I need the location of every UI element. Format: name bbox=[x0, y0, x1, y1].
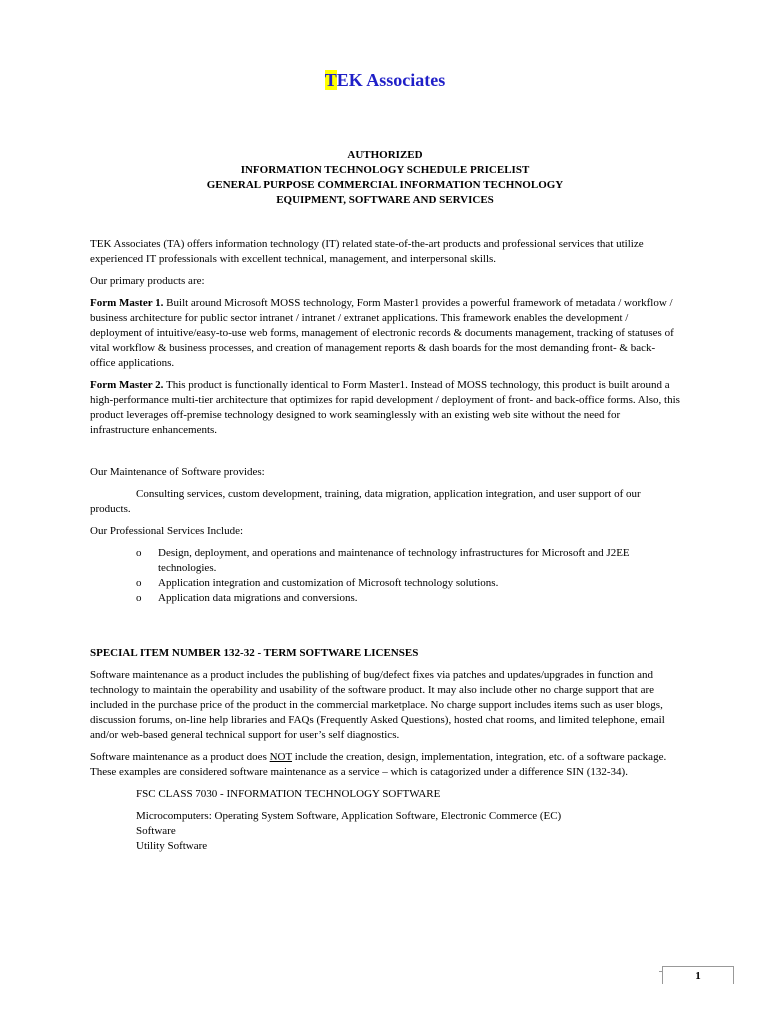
sin-paragraph-1: Software maintenance as a product includes the publishing of bug/defect fixes via patches and updates/upgrades in function and technology to maintain the operability and usability of the software product. It may also include other no charge support that are included in the purchase price of the product in the commercial marketplace. No charge support includes items such as user blogs, discussion forums, on-line help libraries and FAQs (Frequently Asked Questions), hosted chat rooms, and limited telephone, email and/or web-based general technical support for user’s self diagnostics. bbox=[90, 669, 665, 741]
bullet-icon: o bbox=[136, 547, 142, 559]
maintenance-text: Consulting services, custom development, training, data migration, application integration, and user support of our products. bbox=[90, 488, 641, 515]
primary-products-label: Our primary products are: bbox=[90, 275, 205, 287]
list-item: o Application data migrations and conversions. bbox=[136, 592, 358, 604]
form-master-2-text: This product is functionally identical to Form Master1. Instead of MOSS technology, this product is built around a high-performance multi-tier architecture that optimizes for rapid development / deployment of front- and back-office forms. Also, this product leverages off-premise technology designed to work seaminglessly with an existing web site without the need for infrastructure enhancements. bbox=[90, 379, 680, 436]
list-item: o Application integration and customization of Microsoft technology solutions. bbox=[136, 577, 499, 589]
heading-line: GENERAL PURPOSE COMMERCIAL INFORMATION TECHNOLOGY bbox=[206, 179, 564, 191]
bullet-icon: o bbox=[136, 577, 142, 589]
document-heading bbox=[0, 148, 770, 208]
company-name-highlight: T bbox=[324, 70, 337, 90]
heading-line: INFORMATION TECHNOLOGY SCHEDULE PRICELIST bbox=[240, 164, 530, 176]
form-master-1-title: Form Master 1. bbox=[90, 297, 164, 309]
bullet-icon: o bbox=[136, 592, 142, 604]
fsc-lines bbox=[90, 809, 680, 854]
services-heading: Our Professional Services Include: bbox=[90, 525, 244, 537]
fsc-line: Software bbox=[136, 825, 176, 837]
fsc-line: Microcomputers: Operating System Software, Application Software, Electronic Commerce (EC) bbox=[136, 810, 562, 822]
heading-line: AUTHORIZED bbox=[347, 149, 423, 161]
sin-paragraph-2: Software maintenance as a product does NOT include the creation, design, implementation, integration, etc. of a software package. These examples are considered software maintenance as a service – which is catagorized under a difference SIN (132-34). bbox=[90, 751, 667, 778]
heading-line: EQUIPMENT, SOFTWARE AND SERVICES bbox=[276, 194, 494, 206]
sin-heading: SPECIAL ITEM NUMBER 132-32 - TERM SOFTWARE LICENSES bbox=[90, 647, 419, 659]
section-services bbox=[90, 465, 680, 606]
maintenance-heading: Our Maintenance of Software provides: bbox=[90, 466, 265, 478]
services-list bbox=[90, 546, 680, 606]
intro-paragraph: TEK Associates (TA) offers information technology (IT) related state-of-the-art products and professional services that utilize experienced IT professionals with excellent technical, management, and interpersonal skills. bbox=[90, 238, 644, 265]
not-emphasis: NOT bbox=[269, 751, 293, 763]
form-master-2-title: Form Master 2. bbox=[90, 379, 164, 391]
fsc-class: FSC CLASS 7030 - INFORMATION TECHNOLOGY SOFTWARE bbox=[136, 788, 441, 800]
form-master-2-paragraph bbox=[90, 378, 680, 438]
list-item: o Design, deployment, and operations and maintenance of technology infrastructures for Microsoft and J2EE technologies. bbox=[136, 547, 630, 574]
page-number: 1 bbox=[662, 966, 734, 984]
company-name-rest: EK Associates bbox=[336, 70, 446, 90]
section-products bbox=[90, 237, 680, 445]
form-master-1-paragraph bbox=[90, 296, 680, 371]
section-sin bbox=[90, 646, 680, 854]
form-master-1-text: Built around Microsoft MOSS technology, Form Master1 provides a powerful framework of metadata / workflow / business architecture for public sector intranet / intranet / extranet applications. This framework enables the development / deployment of intuitive/easy-to-use web forms, management of electronic records & documents management, tracking of statuses of vital workflow & business processes, and creation of management reports & dash boards for the most demanding front- & back-office applications. bbox=[90, 297, 674, 369]
company-name bbox=[0, 70, 770, 91]
fsc-line: Utility Software bbox=[136, 840, 208, 852]
